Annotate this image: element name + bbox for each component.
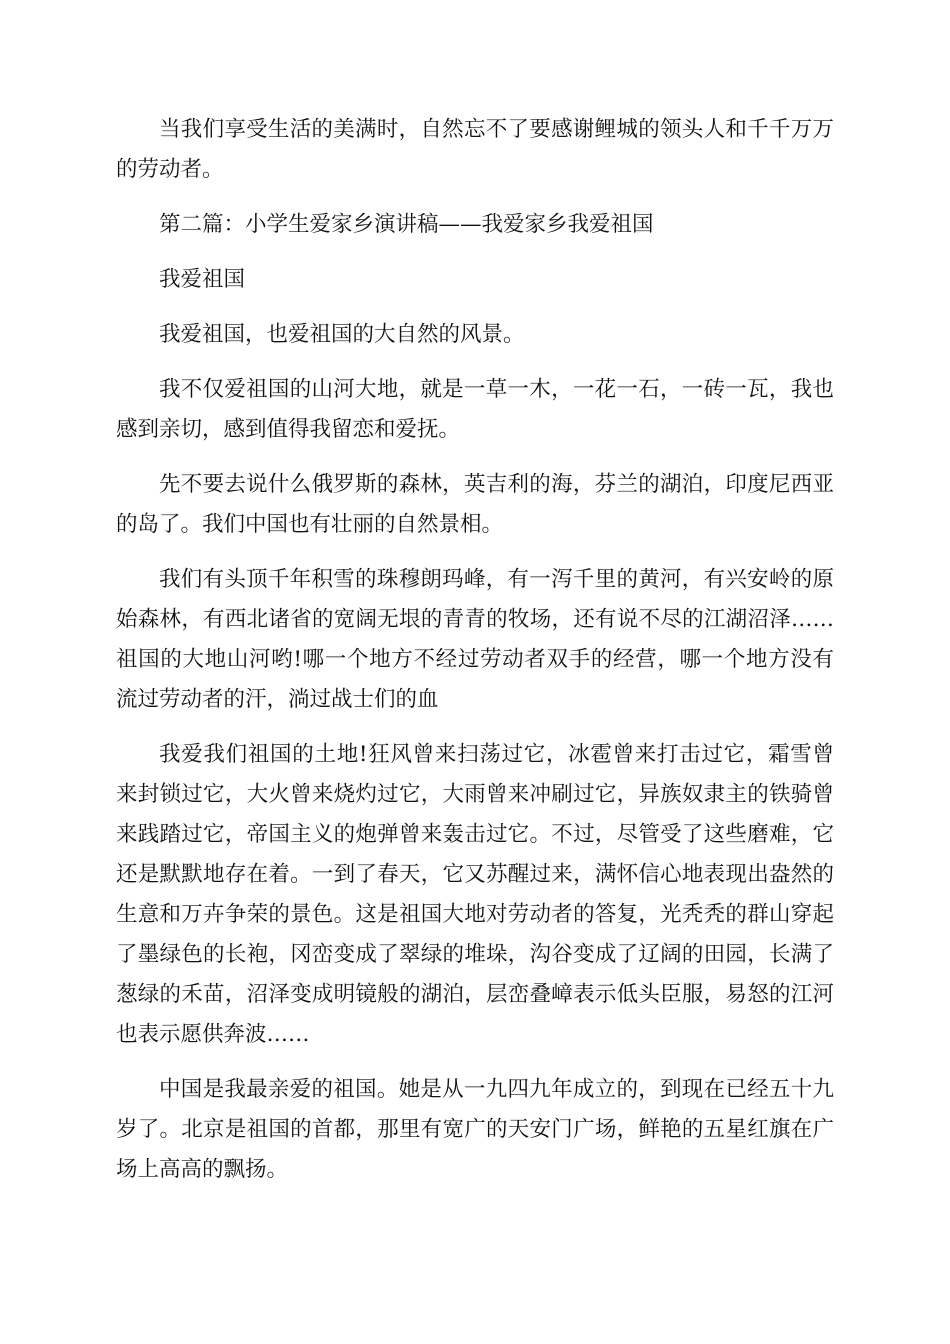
- paragraph-love-nature: 我爱祖国，也爱祖国的大自然的风景。: [159, 322, 525, 347]
- paragraph-scenery: 先不要去说什么俄罗斯的森林，英吉利的海，芬兰的湖泊，印度尼西亚的岛了。我们中国也有壮丽的自然景相。: [116, 472, 834, 537]
- paragraph-closing-thanks: 当我们享受生活的美满时，自然忘不了要感谢鲤城的领头人和千千万万的劳动者。: [116, 117, 834, 182]
- document-body: [116, 110, 834, 1205]
- speech-title: 我爱祖国: [159, 267, 246, 292]
- section-heading: 第二篇：小学生爱家乡演讲稿——我爱家乡我爱祖国: [159, 212, 654, 237]
- paragraph-mountains: 我们有头顶千年积雪的珠穆朗玛峰，有一泻千里的黄河，有兴安岭的原始森林，有西北诸省的宽阔无垠的青青的牧场，还有说不尽的江湖沼泽……祖国的大地山河哟!哪一个地方不经过劳动者双手的经营，哪一个地方没有流过劳动者的汗，淌过战士们的血: [116, 567, 834, 712]
- paragraph-land: 我爱我们祖国的土地!狂风曾来扫荡过它，冰雹曾来打击过它，霜雪曾来封锁过它，大火曾来烧灼过它，大雨曾来冲刷过它，异族奴隶主的铁骑曾来践踏过它，帝国主义的炮弹曾来轰击过它。不过，尽管受了这些磨难，它还是默默地存在着。一到了春天，它又苏醒过来，满怀信心地表现出盎然的生意和万卉争荣的景色。这是祖国大地对劳动者的答复，光秃秃的群山穿起了墨绿色的长袍，冈峦变成了翠绿的堆垛，沟谷变成了辽阔的田园，长满了葱绿的禾苗，沼泽变成明镜般的湖泊，层峦叠嶂表示低头臣服，易怒的江河也表示愿供奔波……: [116, 742, 834, 1047]
- paragraph-land-and-rivers: 我不仅爱祖国的山河大地，就是一草一木，一花一石，一砖一瓦，我也感到亲切，感到值得我留恋和爱抚。: [116, 377, 834, 442]
- paragraph-china: 中国是我最亲爱的祖国。她是从一九四九年成立的，到现在已经五十九岁了。北京是祖国的首都，那里有宽广的天安门广场，鲜艳的五星红旗在广场上高高的飘扬。: [116, 1077, 834, 1182]
